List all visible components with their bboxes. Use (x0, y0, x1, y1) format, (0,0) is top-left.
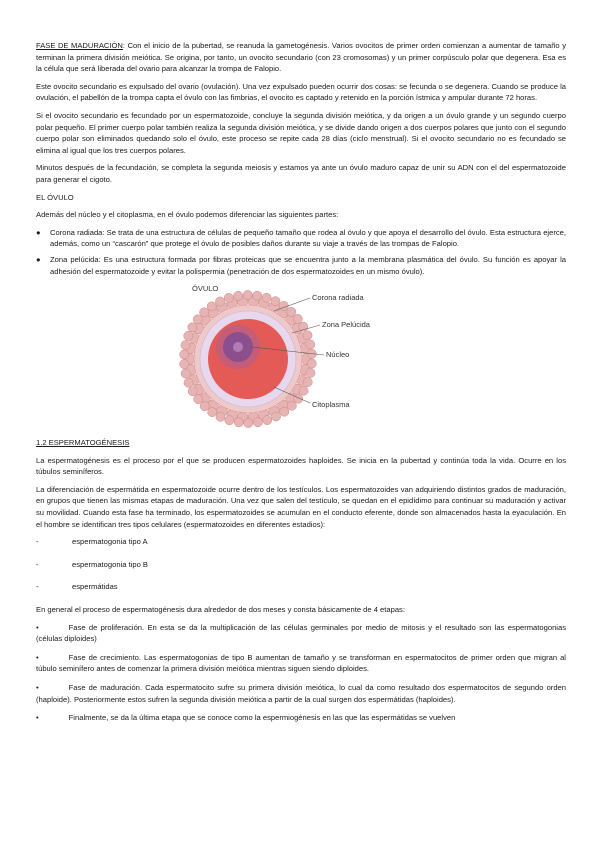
corona-cell (306, 368, 315, 377)
cell-type-text: espermátidas (72, 582, 118, 592)
paragraph-ovulacion: Este ovocito secundario es expulsado del ovario (ovulación). Una vez expulsado pueden ocurrir dos cosas: se fecunda o se degenera. Cuando se produce la ovulación, el pabellón de la trompa capta el óvulo con las fimbrias, el ovocito es captado y retenido en la porción ístmica y ampular durante 72 horas. (36, 81, 566, 103)
corona-cell (287, 401, 296, 410)
list-item-zona (36, 254, 566, 277)
list-item-text: Corona radiada: Se trata de una estructura de células de pequeño tamaño que rodea al óvulo y que apoya el desarrollo del óvulo. Esta estructura ejerce, además, como un “cascarón” que protege el óvulo de posibles daños durante su viaje a través de las trompas de Falopio. (50, 227, 566, 249)
corona-cell (184, 378, 193, 387)
corona-cell (234, 418, 243, 427)
list-item-cell-type (36, 536, 566, 548)
cell-type-text: espermatogonia tipo A (72, 537, 148, 547)
corona-cell (271, 412, 280, 421)
bullet-icon: ● (36, 227, 41, 237)
paragraph-etapas-intro: En general el proceso de espermatogénesis dura alrededor de dos meses y consta básicamente de 4 etapas: (36, 605, 405, 615)
label-corona-radiada: Corona radiada (312, 293, 364, 303)
corona-cell (193, 315, 202, 324)
corona-cell (253, 291, 262, 300)
figure-title: ÓVULO (192, 284, 219, 294)
dash-marker: - (36, 559, 39, 569)
corona-cell (180, 350, 189, 359)
corona-cell (207, 302, 216, 311)
corona-cell (303, 331, 312, 340)
corona-cell (306, 340, 315, 349)
list-item-stage (36, 712, 566, 724)
corona-cell (180, 360, 189, 369)
corona-cell (181, 369, 190, 378)
corona-cell (225, 416, 234, 425)
corona-cell (271, 297, 280, 306)
stage-text: Fase de crecimiento. Las espermatogonias de tipo B aumentan de tamaño y se transforman en espermatocitos de primer orden que migran al túbulo seminífero antes de comenzar la primera división meiótica mientras siguen siendo diploides. (36, 652, 566, 674)
corona-cell (188, 323, 197, 332)
corona-cell (215, 297, 224, 306)
dash-marker: - (36, 537, 39, 547)
corona-cell (263, 416, 272, 425)
corona-cell (307, 359, 316, 368)
bullet-icon: • (36, 652, 39, 662)
stage-text: Fase de maduración. Cada espermatocito sufre su primera división meiótica, lo cual da como resultado dos espermatocitos de segundo orden (haploide). Posteriormente estos sufren la segunda división meiótica a partir de la cual surgen dos espermátidas (haploides). (36, 683, 566, 704)
ovulo-diagram (142, 281, 442, 429)
ovulo-figure (142, 281, 442, 429)
bullet-icon: ● (36, 254, 41, 264)
cell-type-text: espermatogonia tipo B (72, 559, 148, 569)
corona-cell (262, 293, 271, 302)
corona-cell (224, 293, 233, 302)
paragraph-maduracion (36, 40, 566, 75)
corona-cell (243, 290, 252, 299)
paragraph-cigoto: Minutos después de la fecundación, se completa la segunda meiosis y estamos ya ante un óvulo maduro capaz de unir su ADN con el del espermatozoide para generar el cigoto. (36, 163, 566, 184)
list-item-stage (36, 682, 566, 705)
list-item-text: Zona pelúcida: Es una estructura formada por fibras proteicas que se encuentra junto a la membrana plasmática del óvulo. Su función es apoyar la adhesión del espermatozoide y evitar la polispermia (penetración de dos espermatozoides en un mismo óvulo). (50, 254, 566, 276)
heading-espermatogenesis: 1.2 ESPERMATOGÉNESIS (36, 438, 130, 448)
label-citoplasma: Citoplasma (312, 400, 350, 410)
corona-cell (216, 412, 225, 421)
bullet-icon: • (36, 622, 39, 632)
stage-text: Fase de proliferación. En esta se da la multiplicación de las células germinales por medio de mitosis y el resultado son las espermatogonias (células diploides) (36, 622, 566, 644)
corona-cell (244, 418, 253, 427)
label-nucleo: Núcleo (326, 350, 350, 360)
bullet-icon: • (36, 683, 39, 692)
heading-fase-maduracion: FASE DE MADURACIÓN (36, 41, 123, 50)
corona-cell (200, 308, 209, 317)
corona-cell (208, 408, 217, 417)
list-item-corona (36, 227, 566, 250)
corona-cell (181, 341, 190, 350)
corona-cell (184, 331, 193, 340)
paragraph-diferenciacion: La diferenciación de espermátida en espermatozoide ocurre dentro de los testículos. Los espermatozoides van adquiriendo distintos grados de maduración, en grupos que tienen las mismas etapas de maduración. Una vez que salen del testículo, se quedan en el epidídimo para continuar su maduración y activar su movilidad. Cuando esta fase ha terminado, los espermatozoides se acumulan en el conducto eferente, donde son almacenados hasta la eyaculación. En el hombre se identifican tres tipos celulares (espermatozoides en diferentes estadios): (36, 484, 566, 529)
list-item-stage (36, 622, 566, 645)
stage-text: Finalmente, se da la última etapa que se conoce como la espermiogénesis en las que las espermátidas se vuelven (68, 713, 456, 723)
corona-cell (194, 395, 203, 404)
corona-cell (303, 378, 312, 387)
corona-cell (279, 301, 288, 310)
corona-cell (253, 418, 262, 427)
dash-marker: - (36, 582, 39, 592)
heading-el-ovulo: EL ÓVULO (36, 192, 74, 202)
bullet-icon: • (36, 713, 39, 723)
corona-cell (287, 307, 296, 316)
corona-cell (188, 387, 197, 396)
paragraph-fecundacion: Si el ovocito secundario es fecundado por un espermatozoide, concluye la segunda división meiótica, y da origen a un óvulo grande y un segundo cuerpo polar pequeño. El primer cuerpo polar también realiza la segunda división meiótica, y se divide dando origen a dos cuerpos polares que junto con el segundo cuerpo polar son eliminados quedando solo el óvulo, este proceso se repite cada 28 días (ciclo menstrual). Si el ovocito secundario no es fecundado se elimina al igual que los tres cuerpos polares. (36, 110, 566, 155)
list-item-cell-type (36, 559, 566, 571)
list-item-stage (36, 652, 566, 675)
corona-cell (280, 407, 289, 416)
paragraph-ovulo-intro: Además del núcleo y el citoplasma, en el óvulo podemos diferenciar las siguientes partes: (36, 210, 339, 220)
corona-cell (294, 394, 303, 403)
paragraph-espermatogenesis-def: La espermatogénesis es el proceso por el que se producen espermatozoides haploides. Se inicia en la pubertad y continúa toda la vida. Ocurre en los túbulos seminíferos. (36, 455, 566, 477)
corona-cell (234, 291, 243, 300)
paragraph-maduracion-text: : Con el inicio de la pubertad, se reanuda la gametogénesis. Varios ovocitos de primer orden comienzan a aumentar de tamaño y terminan la primera división meiótica. Se origina, por tanto, un ovocito secundario (con 23 cromosomas) y un primer corpúsculo polar que degenera. Esa es la célula que será liberada del ovario para alcanzar la trompa de Falopio. (36, 41, 566, 74)
label-zona-pelucida: Zona Pelúcida (322, 320, 370, 330)
corona-cell (293, 314, 302, 323)
corona-cell (299, 386, 308, 395)
corona-cell (200, 402, 209, 411)
list-item-cell-type (36, 581, 566, 593)
nucleolus (233, 342, 243, 352)
document-page (36, 40, 566, 731)
